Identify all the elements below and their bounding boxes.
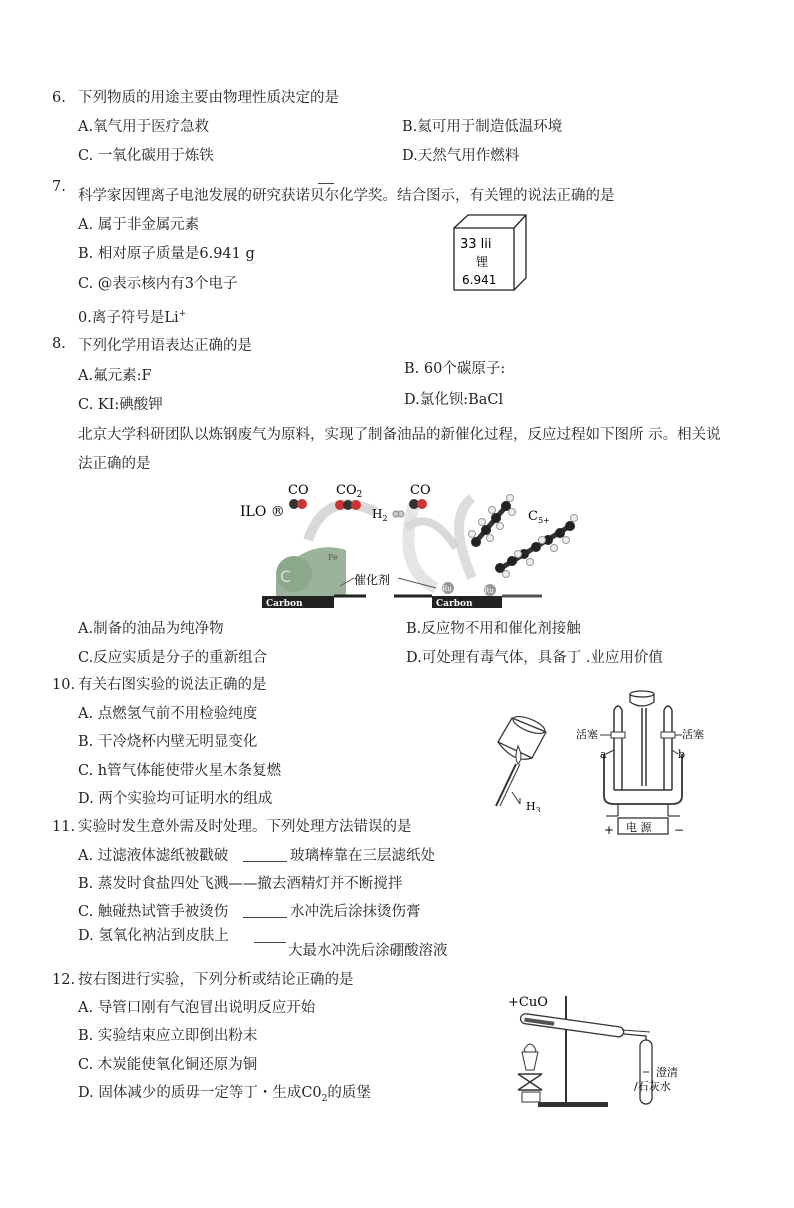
q8-option-d: D.氯化钡:BaCl — [404, 392, 504, 408]
element-name: 锂 — [476, 255, 489, 269]
q6-option-b: B.氦可用于制造低温环境 — [402, 119, 563, 135]
hydrogen-combustion-figure — [484, 712, 554, 812]
h3-label: $H_3$ — [526, 800, 541, 812]
co-label-2: CO — [410, 483, 431, 498]
q10-option-d: D. 两个实验均可证明水的组成 — [78, 791, 273, 807]
q12-option-d: D. 固体减少的质毋一定等丁・生成$C0_2$的质堡 — [78, 1085, 371, 1104]
q12-stem: 按右图进行实验，下列分析或结论正确的是 — [78, 972, 354, 988]
cuo-label: +CuO — [508, 995, 548, 1010]
h2-molecule — [393, 511, 404, 517]
answer-blank-c — [243, 917, 287, 918]
power-supply-label: 电 源 — [626, 821, 652, 834]
q10-option-a: A. 点燃氢气前不用检验纯度 — [78, 706, 258, 722]
q7-option-b: B. 相对原子质量是6.941 g — [78, 246, 255, 262]
q11-option-a: A. 过滤液体滤纸被戳破 — [78, 848, 229, 864]
element-atomic-mass: 6.941 — [462, 273, 497, 287]
q8-number: 8. — [52, 336, 66, 352]
tube-a-label: a — [600, 748, 607, 761]
h2-label: $H_2$ — [372, 507, 388, 523]
q12-number: 12. — [52, 972, 76, 988]
co2-label: $CO_2$ — [336, 483, 363, 500]
positive-terminal: + — [604, 823, 615, 837]
q11-number: 11. — [52, 819, 76, 835]
periodic-cell-figure — [448, 212, 528, 294]
carbon-label-2: Carbon — [436, 599, 473, 609]
catalysis-diagram — [236, 478, 580, 612]
q10-stem: 有关右图实验的说法正确的是 — [78, 677, 267, 693]
fe-label: Fe — [328, 553, 338, 562]
decorative-rule — [318, 183, 334, 184]
carbon-label-1: Carbon — [266, 599, 303, 609]
q7-number: 7. — [52, 179, 66, 195]
q11-option-b: B. 蒸发时食盐四处飞溅——撤去酒精灯并不断搅拌 — [78, 876, 403, 892]
q10-number: 10. — [52, 677, 76, 693]
q10-option-b: B. 干冷烧杯内壁无明显变化 — [78, 734, 258, 750]
c5-label: $C_{5+}$ — [528, 509, 550, 525]
q6-number: 6. — [52, 90, 66, 106]
co-molecule-1 — [289, 499, 307, 509]
q8-option-a: A.氟元素:F — [78, 368, 152, 384]
answer-blank-d — [254, 942, 286, 943]
answer-blank-a — [243, 861, 287, 862]
q11-option-c-result: 水冲洗后涂抹烫伤膏 — [290, 904, 421, 920]
q8-option-c: C. KI:碘酸钾 — [78, 397, 163, 413]
co-label-1: CO — [288, 483, 309, 498]
q7-option-c: C. @表示核内有3个电子 — [78, 276, 238, 292]
negative-terminal: − — [674, 823, 685, 837]
q9-stem-line1: 北京大学科研团队以炼钢废气为原料，实现了制备油品的新催化过程，反应过程如下图所 示。相关说 — [78, 427, 721, 443]
valve-label-right: 活塞 — [682, 728, 704, 741]
element-number-symbol: 33 lii — [460, 237, 492, 252]
q12-option-b: B. 实验结束应立即倒出粉末 — [78, 1028, 258, 1044]
q7-option-d: 0.离子符号是Li+ — [78, 309, 187, 326]
limewater-label-1: 澄清 — [656, 1066, 678, 1079]
catalyst-label: 催化剂 — [354, 573, 391, 587]
q6-option-a: A.氧气用于医疗急救 — [78, 119, 210, 135]
electrolysis-apparatus — [574, 686, 714, 838]
q6-stem: 下列物质的用途主要由物理性质决定的是 — [78, 90, 339, 106]
tube-b-label: b — [678, 748, 686, 761]
q10-option-c: C. h管气体能使带火星木条复燃 — [78, 763, 282, 779]
q12-option-c: C. 木炭能使氧化铜还原为铜 — [78, 1057, 258, 1073]
q11-option-c: C. 触碰热试管手被烫伤 — [78, 904, 229, 920]
q6-option-c: C. 一氧化碳用于炼铁 — [78, 148, 214, 164]
svg-text:C: C — [280, 567, 292, 586]
ru-label-1: Ru — [442, 585, 452, 593]
q7-stem: 科学家因锂离子电池发展的研究获诺贝尔化学奖。结合图示，有关锂的说法正确的是 — [78, 188, 615, 204]
q7-option-a: A. 属于非金属元素 — [78, 217, 200, 233]
q6-option-d: D.天然气用作燃料 — [402, 148, 520, 164]
carbon-reduction-apparatus — [500, 990, 690, 1110]
q8-stem: 下列化学用语表达正确的是 — [78, 338, 252, 354]
q11-stem: 实验时发生意外需及时处理。下列处理方法错误的是 — [78, 819, 412, 835]
ilo-label: ILO ® — [240, 504, 285, 520]
q11-option-d-result: 大最水冲洗后涂硼酸溶液 — [288, 943, 448, 959]
valve-label-left: 活塞 — [576, 728, 598, 741]
q9-stem-line2: 法正确的是 — [78, 456, 151, 472]
q11-option-a-result: 玻璃棒靠在三层滤纸处 — [290, 848, 435, 864]
co2-molecule — [335, 500, 361, 510]
hydrocarbon-chain-1 — [469, 495, 516, 548]
q9-option-c: C.反应实质是分子的重新组合 — [78, 650, 268, 666]
q8-option-b: B. 60个碳原子: — [404, 361, 506, 377]
q9-option-b: B.反应物不用和催化剂接触 — [406, 621, 581, 637]
q9-option-d: D.可处理有毒气体，具备丁 .业应用价值 — [406, 650, 663, 666]
ru-label-2: Ru — [484, 587, 494, 595]
q11-option-d: D. 氢氧化衲沾到皮肤上 — [78, 928, 229, 944]
q9-option-a: A.制备的油品为纯净物 — [78, 621, 224, 637]
limewater-label-2: /石灰水 — [634, 1080, 671, 1093]
q12-option-a: A. 导管口刚有气泡冒出说明反应开始 — [78, 1000, 316, 1016]
